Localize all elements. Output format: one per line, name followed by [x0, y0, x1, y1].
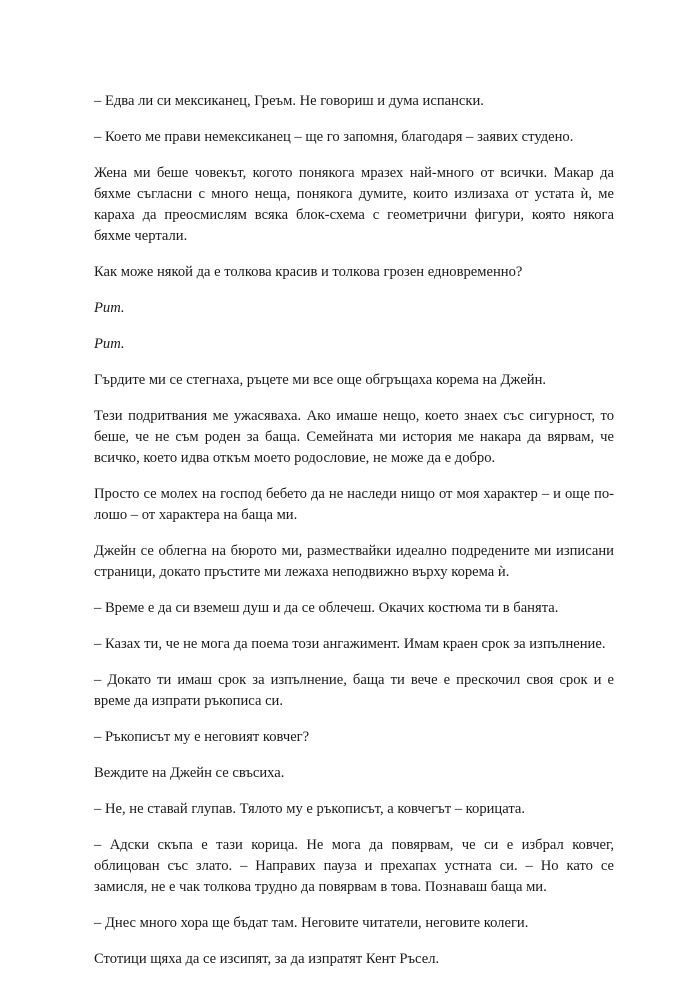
dialogue-line: – Ръкописът му е неговият ковчег?: [94, 729, 310, 745]
paragraph: Гърдите ми се стегнаха, ръцете ми все още обгръщаха корема на Джейн.: [94, 372, 547, 388]
paragraph: Тези подритвания ме ужасяваха. Ако имаше нещо, което знаех със сигурност, то беше, че не съм роден за баща. Семейната ми история ме накара да вярвам, че всичко, което идва откъм моето родословие, не може да е добро.: [94, 408, 614, 466]
dialogue-line: – Казах ти, че не мога да поема този ангажимент. Имам краен срок за изпълнение.: [94, 636, 606, 652]
italic-thought: Рит.: [94, 336, 125, 352]
paragraph: Джейн се облегна на бюрото ми, размествайки идеално подредените ми изписани страници, докато пръстите ми лежаха неподвижно върху корема ѝ.: [94, 543, 614, 580]
paragraph: Стотици щяха да се изсипят, за да изпратят Кент Ръсел.: [94, 951, 440, 967]
paragraph: Просто се молех на господ бебето да не наследи нищо от моя характер – и още по-лошо – от характера на баща ми.: [94, 486, 614, 523]
italic-thought: Рит.: [94, 300, 125, 316]
paragraph: Веждите на Джейн се свъсиха.: [94, 765, 285, 781]
dialogue-line: – Днес много хора ще бъдат там. Неговите читатели, неговите колеги.: [94, 915, 529, 931]
paragraph: Как може някой да е толкова красив и толкова грозен едновременно?: [94, 264, 523, 280]
dialogue-line: – Не, не ставай глупав. Тялото му е ръкописът, а ковчегът – корицата.: [94, 801, 526, 817]
dialogue-line: – Докато ти имаш срок за изпълнение, баща ти вече е прескочил своя срок и е време да изпрати ръкописа си.: [94, 672, 614, 709]
document-page: [94, 91, 614, 985]
dialogue-line: – Адски скъпа е тази корица. Не мога да повярвам, че си е избрал ковчег, облицован със злато. – Направих пауза и прехапах устната си. – Но като се замисля, не е чак толкова трудно да повярвам в това. Познаваш баща ми.: [94, 837, 614, 895]
dialogue-line: – Време е да си вземеш душ и да се облечеш. Окачих костюма ти в банята.: [94, 600, 559, 616]
paragraph: Жена ми беше човекът, когото понякога мразех най-много от всички. Макар да бяхме съгласни с много неща, понякога думите, които излизаха от устата ѝ, ме караха да преосмислям всяка блок-схема с геометрични фигури, която някога бяхме чертали.: [94, 165, 614, 244]
paragraph: – Едва ли си мексиканец, Греъм. Не говориш и дума испански.: [94, 93, 484, 109]
paragraph: – Което ме прави немексиканец – ще го запомня, благодаря – заявих студено.: [94, 129, 574, 145]
